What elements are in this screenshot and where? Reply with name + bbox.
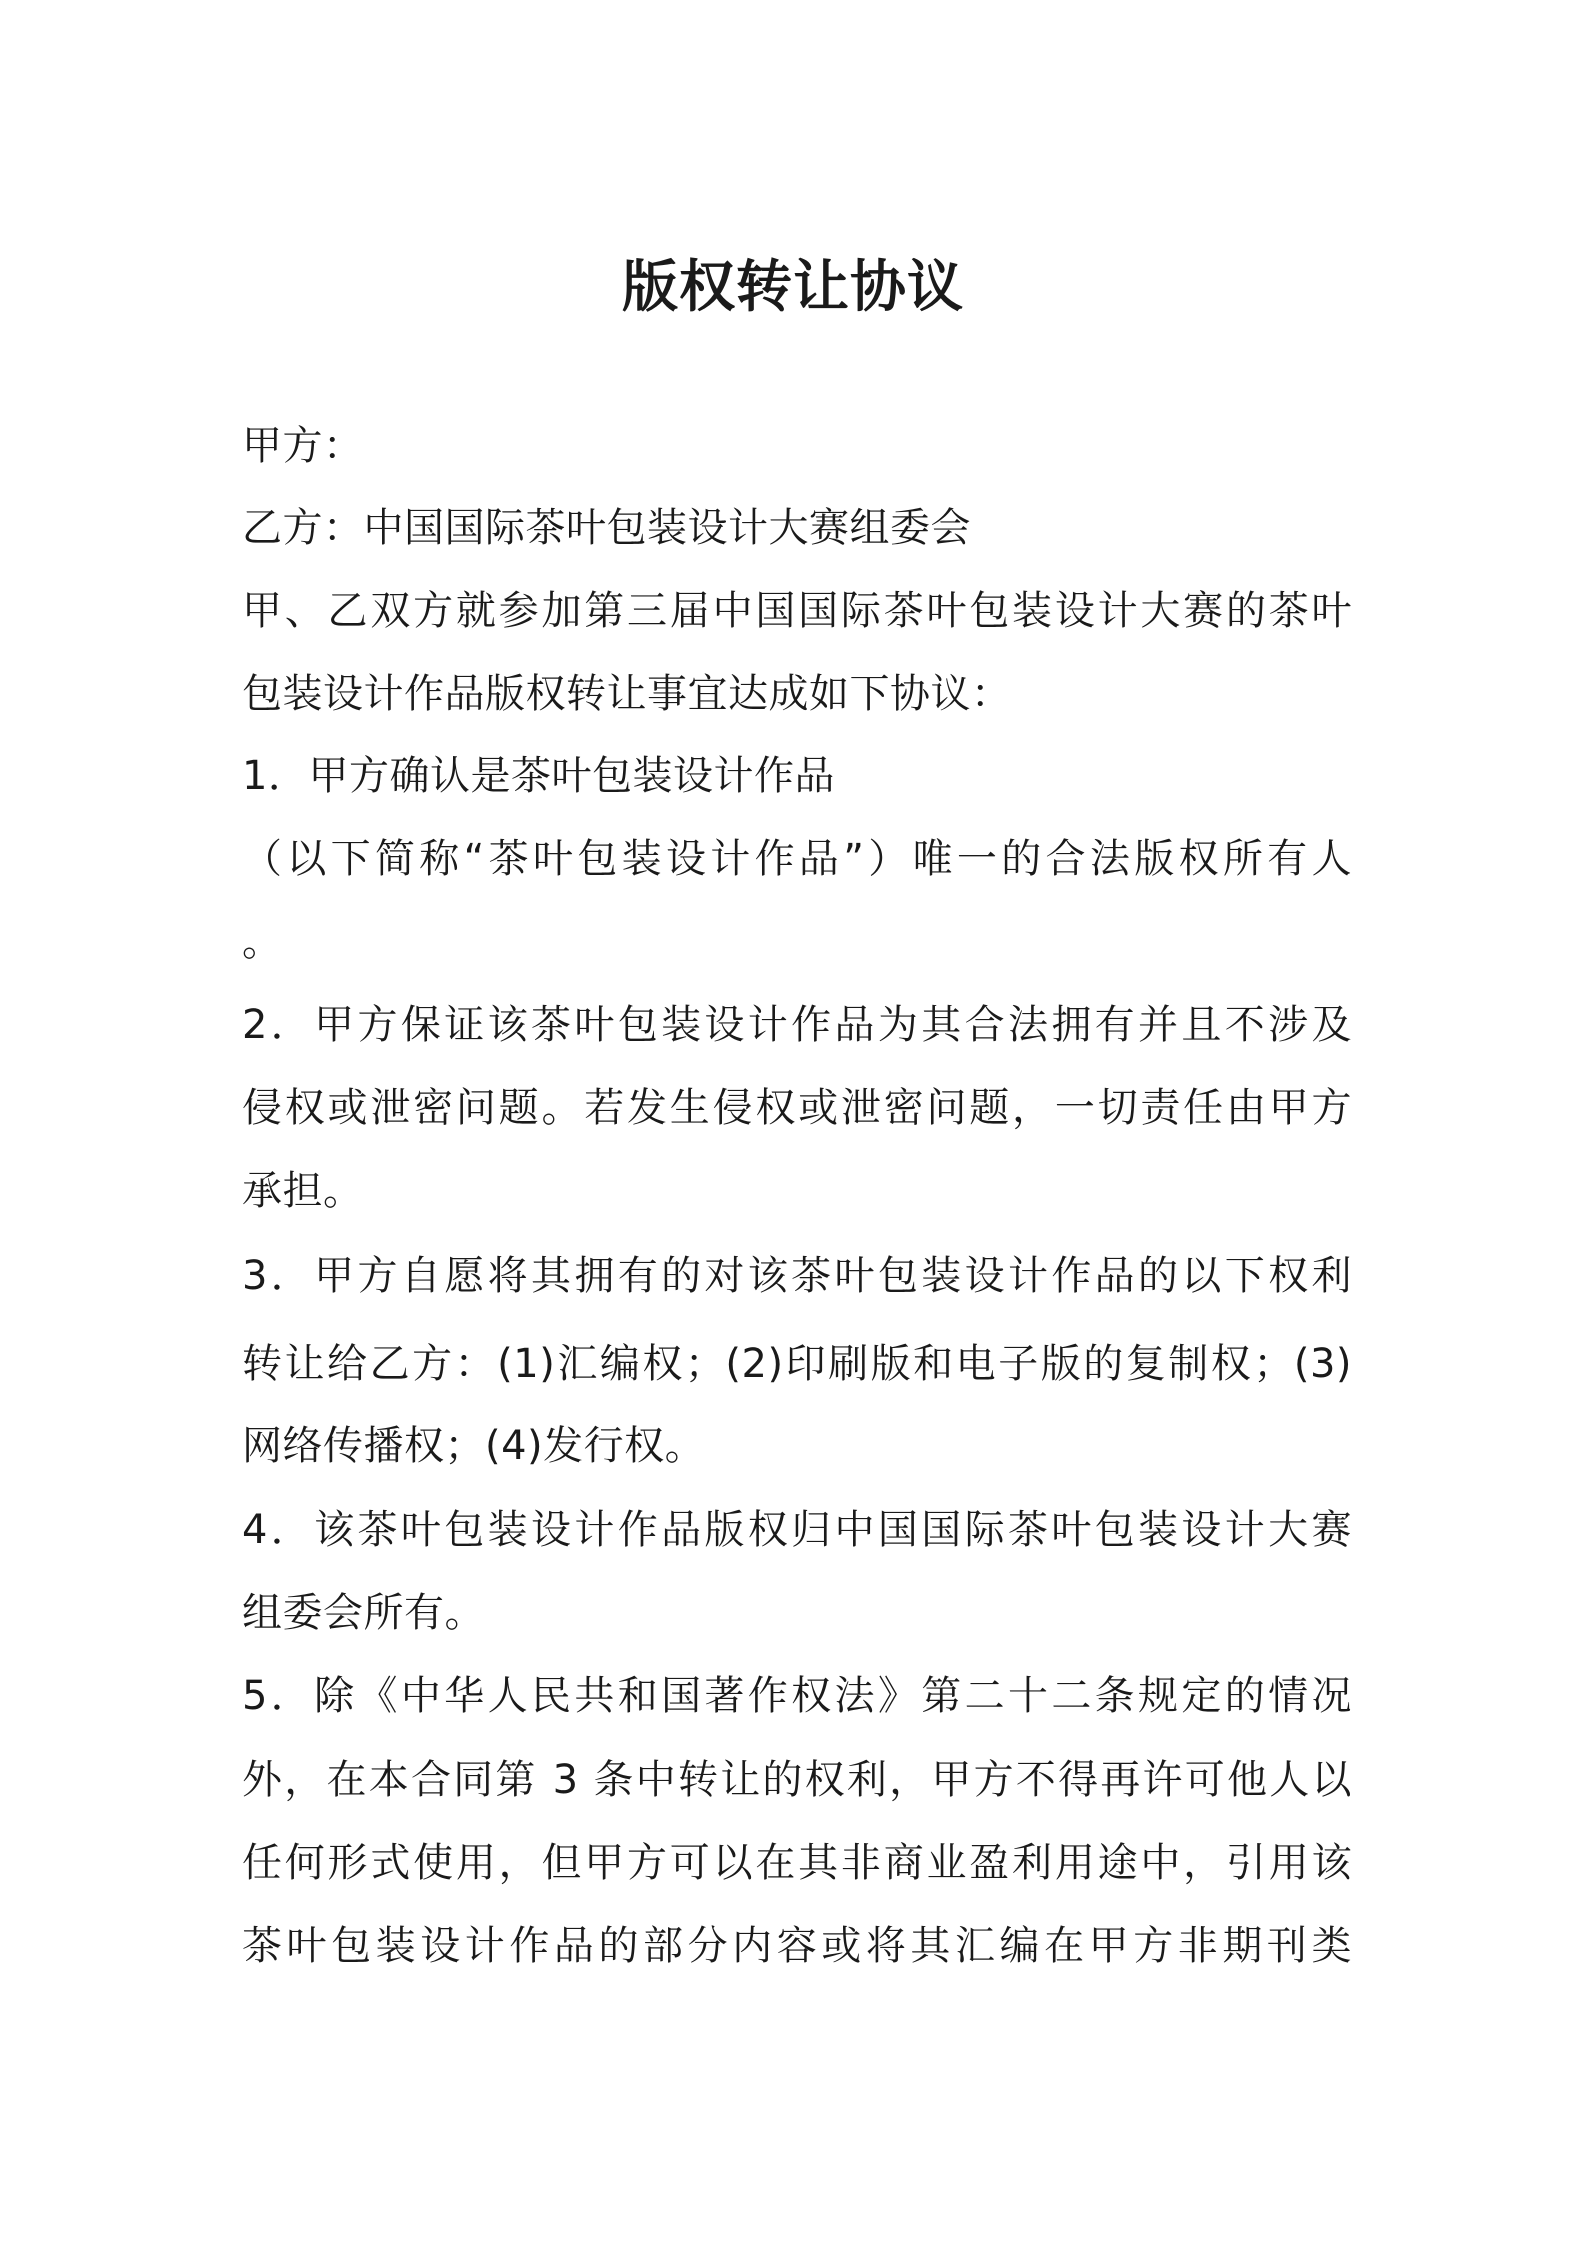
clause-5-line-3: 任何形式使用，但甲方可以在其非商业盈利用途中，引用该 bbox=[242, 1840, 1352, 1886]
clause-5-line-1: 5．除《中华人民共和国著作权法》第二十二条规定的情况 bbox=[242, 1673, 1352, 1719]
preamble-line-2: 包装设计作品版权转让事宜达成如下协议： bbox=[242, 671, 1012, 717]
clause-2-line-3: 承担。 bbox=[242, 1168, 364, 1214]
clause-3-line-1: 3．甲方自愿将其拥有的对该茶叶包装设计作品的以下权利 bbox=[242, 1253, 1352, 1299]
clause-1-line-3: 。 bbox=[242, 919, 283, 965]
document-title: 版权转让协议 bbox=[622, 255, 964, 320]
party-b-line: 乙方：中国国际茶叶包装设计大赛组委会 bbox=[242, 505, 971, 551]
clause-2-line-2: 侵权或泄密问题。若发生侵权或泄密问题，一切责任由甲方 bbox=[242, 1085, 1352, 1131]
clause-1-line-2: （以下简称“茶叶包装设计作品”）唯一的合法版权所有人 bbox=[242, 836, 1352, 882]
clause-4-line-2: 组委会所有。 bbox=[242, 1590, 485, 1636]
clause-5-line-2: 外，在本合同第 3 条中转让的权利，甲方不得再许可他人以 bbox=[242, 1757, 1352, 1803]
clause-3-line-2: 转让给乙方：(1)汇编权；(2)印刷版和电子版的复制权；(3) bbox=[242, 1341, 1352, 1387]
clause-3-line-3: 网络传播权；(4)发行权。 bbox=[242, 1423, 706, 1469]
clause-5-line-4: 茶叶包装设计作品的部分内容或将其汇编在甲方非期刊类 bbox=[242, 1923, 1352, 1969]
party-a-line: 甲方： bbox=[242, 423, 364, 469]
clause-1-line-1: 1．甲方确认是茶叶包装设计作品 bbox=[242, 753, 835, 799]
clause-2-line-1: 2．甲方保证该茶叶包装设计作品为其合法拥有并且不涉及 bbox=[242, 1002, 1352, 1048]
preamble-line-1: 甲、乙双方就参加第三届中国国际茶叶包装设计大赛的茶叶 bbox=[242, 588, 1352, 634]
clause-4-line-1: 4．该茶叶包装设计作品版权归中国国际茶叶包装设计大赛 bbox=[242, 1507, 1352, 1553]
